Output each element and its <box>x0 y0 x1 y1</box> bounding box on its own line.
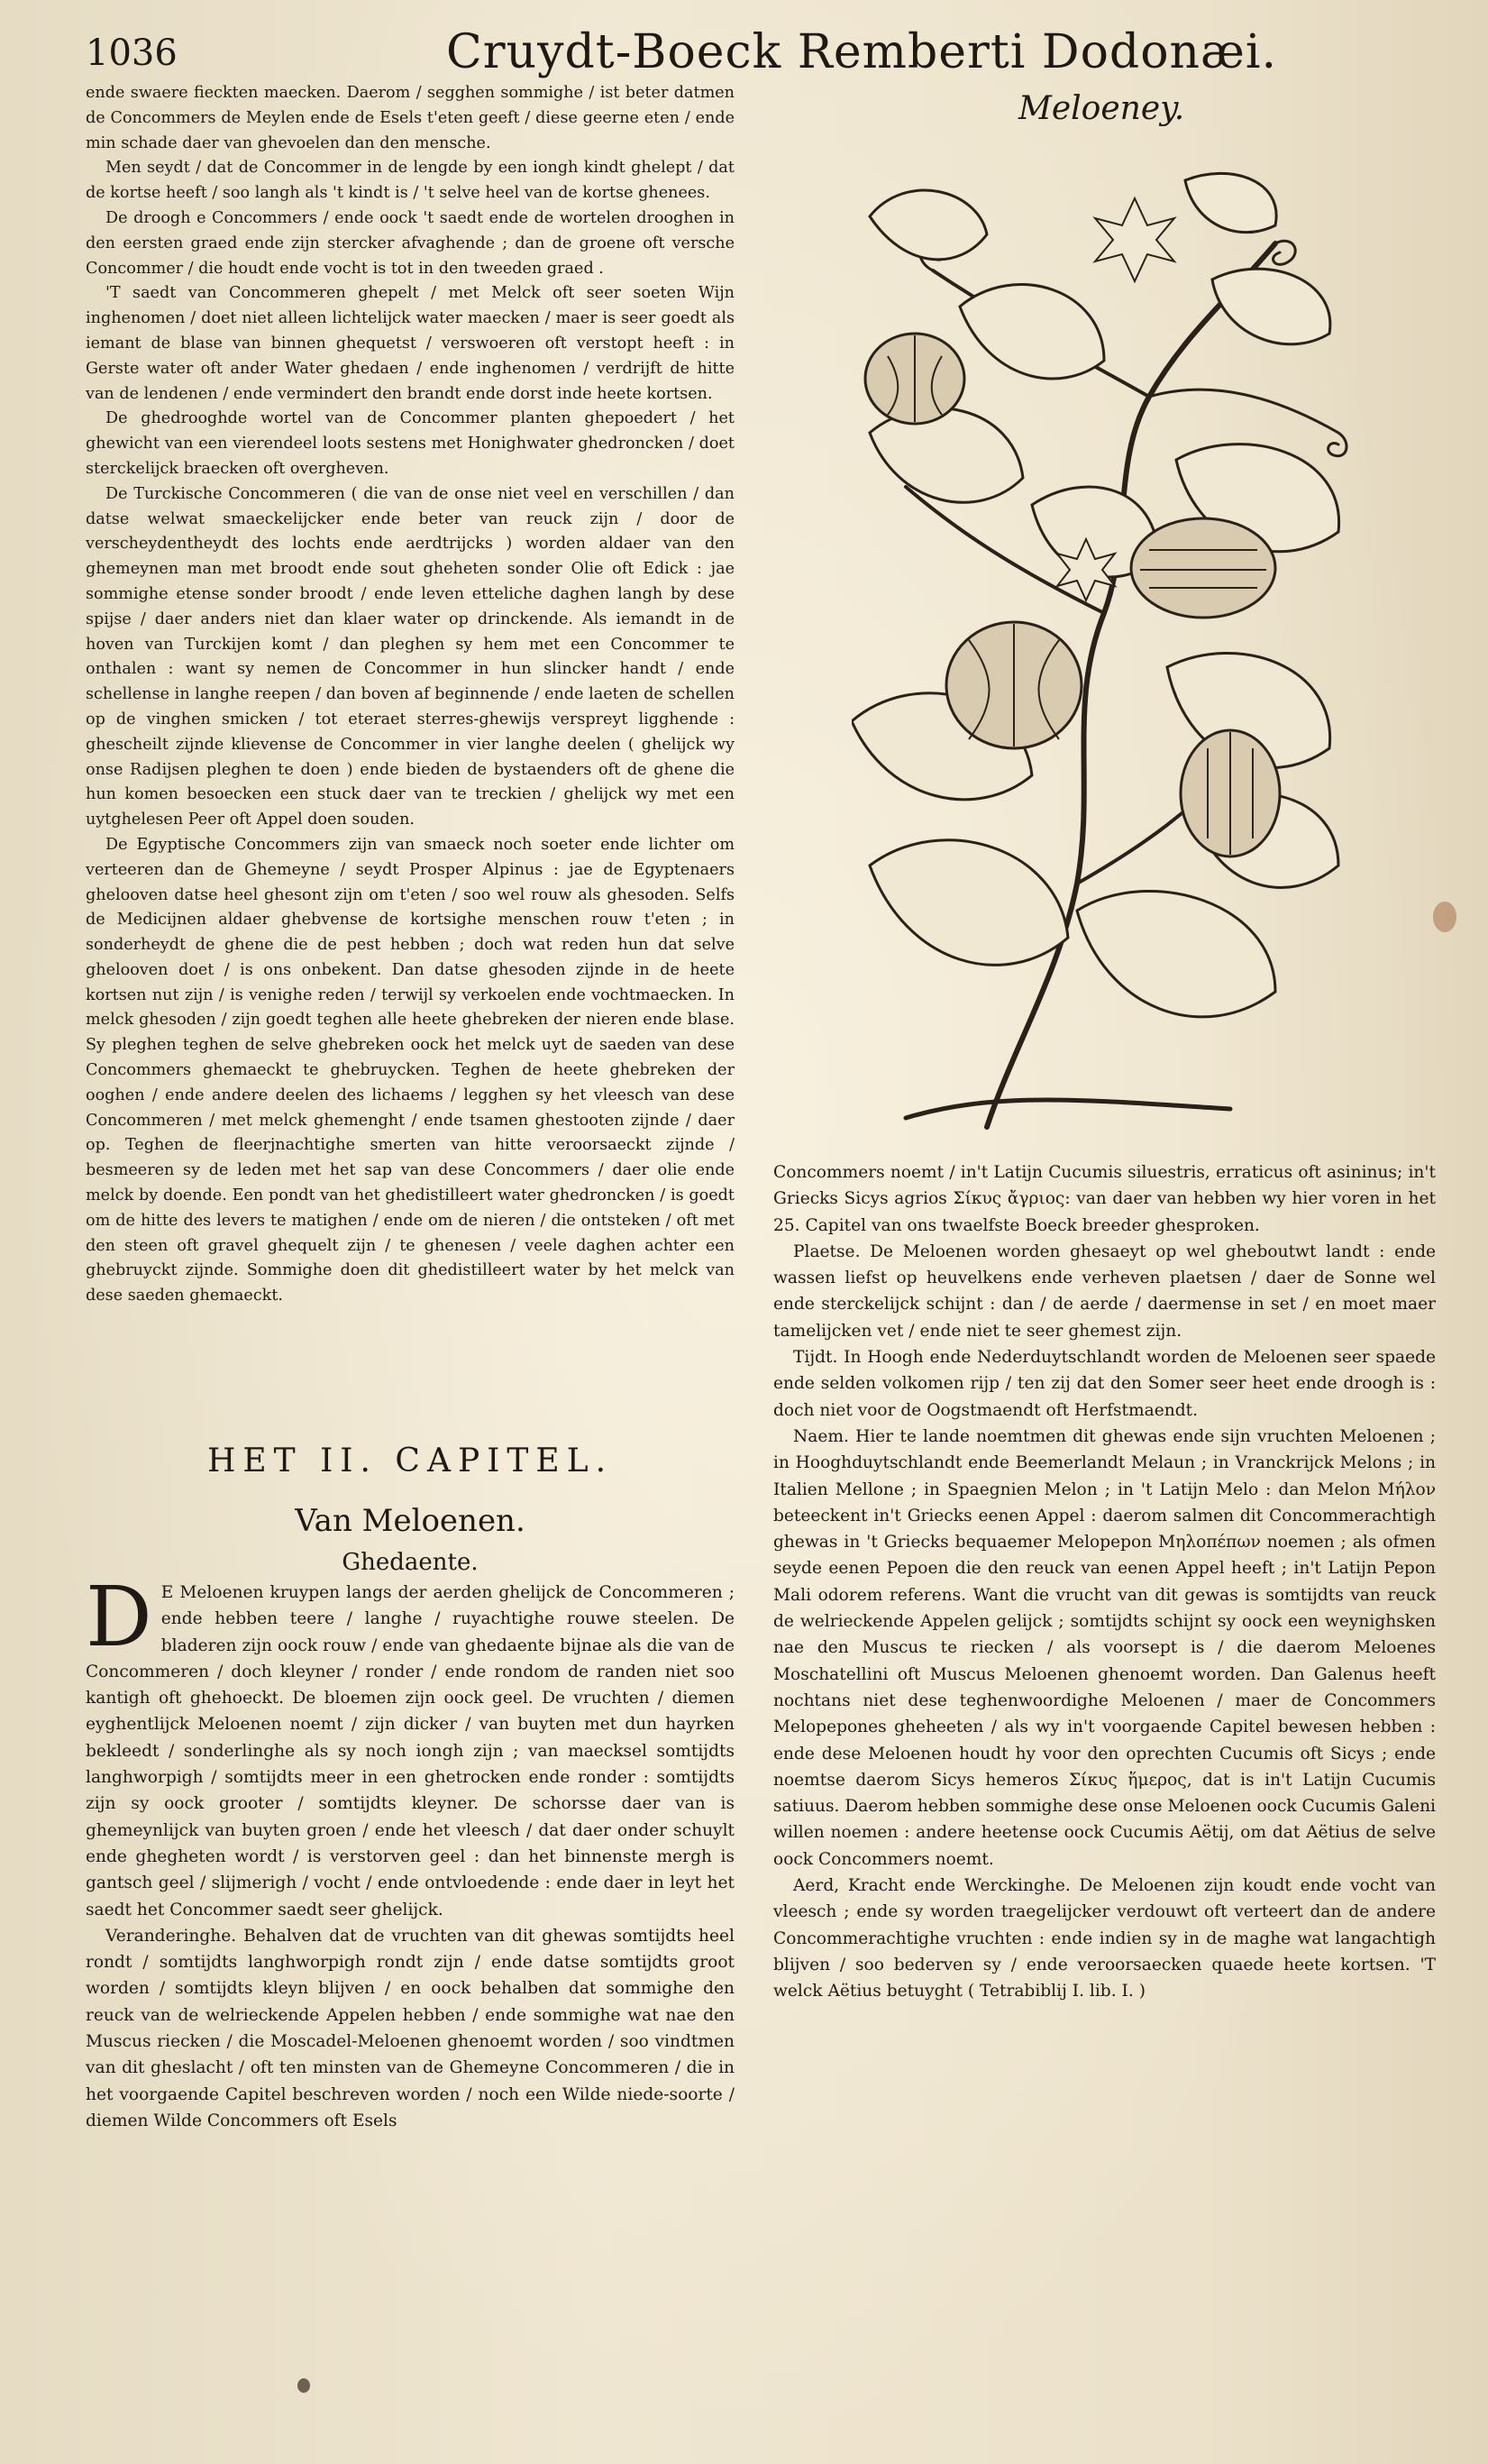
paragraph-text: E Meloenen kruypen langs der aerden ghelijck de Concommeren ; ende hebben teere / langhe / ruyachtighe rouwe steelen. De bladeren zijn oock rouw / ende van ghedaente bijnae als die van de Concommeren / doch kleyner / ronder / ende rondom de randen niet soo kantigh oft ghehoeckt. De bloemen zijn oock geel. De vruchten / diemen eyghentlijck Meloenen noemt / zijn dicker / van buyten met dun hayrken bekleedt / sonderlinghe als sy noch iongh zijn ; van maecksel somtijdts langhworpigh / somtijdts meer in een ghetrocken ende ronder : somtijdts zijn sy oock grooter / somtijdts kleyner. De schorsse daer van is ghemeynlijck van buyten groen / ende het vleesch / dat daer onder schuylt ende ghegheten wordt / is verstorven geel : dan het binnenste mergh is gantsch geel / slijmerigh / vocht / ende ontvloedende : ende daer in leyt het saedt het Concommer saedt seer ghelijck. <box>86 1583 735 1919</box>
paragraph: De droogh e Concommers / ende oock 't saedt ende de wortelen drooghen in den eersten graed ende zijn stercker afvaghende ; dan de groene oft versche Concommer / die houdt ende vocht is tot in den tweeden graed . <box>86 208 735 278</box>
chapter-title: HET II. CAPITEL. <box>206 1443 614 1479</box>
paragraph: Men seydt / dat de Concommer in de lengde by een iongh kindt ghelept / dat de kortse heeft / soo langh als 't kindt is / 't selve heel van de kortse ghenees. <box>86 159 735 203</box>
paragraph: Veranderinghe. Behalven dat de vruchten van dit ghewas somtijdts heel rondt / somtijdts langhworpigh rondt zijn / ende datse somtijdts groot worden / somtijdts kleyn blijven / en oock behalben dat sommighe den reuck van de welrieckende Appelen hebben / ende sommighe wat nae den Muscus riecken / die Moscadel-Meloenen ghenoemt worden / soo vindtmen van dit gheslacht / oft ten minsten van de Ghemeyne Concommeren / die in het voorgaende Capitel beschreven worden / noch een Wilde niede-soorte / diemen Wilde Concommers oft Esels <box>86 1926 735 2130</box>
left-column-text <box>86 81 735 1309</box>
page-number: 1036 <box>86 32 178 74</box>
paragraph: Plaetse. De Meloenen worden ghesaeyt op wel gheboutwt landt : ende wassen liefst op heuvelkens ende verheven plaetsen / daer de Sonne wel ende sterckelijck schijnt : dan / de aerde / daermense in set / en moet maer tamelijcken vet / ende niet te seer ghemest zijn. <box>773 1241 1436 1341</box>
paragraph: ende swaere fieckten maecken. Daerom / segghen sommighe / ist beter datmen de Concommers de Meylen ende de Esels t'eten geeft / diese geerne eten / ende min schade daer van ghevoelen dan den mensche. <box>86 84 735 152</box>
paragraph: Aerd, Kracht ende Werckinghe. De Meloenen zijn koudt ende vocht van vleesch ; ende sy worden traegelijcker verdouwt oft verteert dan de andere Concommerachtighe vruchten : ende indien sy in de maghe wat langachtigh blijven / soo bederven sy / ende veroorsaecken quaede heete kortsen. 'T welck Aëtius betuyght ( Tetrabiblij I. lib. I. ) <box>773 1876 1436 2001</box>
melon-plant-woodcut-icon <box>852 162 1370 1154</box>
paragraph: De Egyptische Concommers zijn van smaeck noch soeter ende lichter om verteeren dan de Ghemeyne / seydt Prosper Alpinus : jae de Egyptenaers ghelooven datse heel ghesont zijn om t'eten / soo wel rouw als ghesoden. Selfs de Medicijnen aldaer ghebvense de kortsighe menschen rouw t'eten ; in sonderheydt de ghene die de pest hebben ; doch wat reden hun dat selve ghelooven doet / is ons onbekent. Dan datse ghesoden zijnde in de heete kortsen nut zijn / is venighe reden / terwijl sy verkoelen ende vochtmaecken. In melck ghesoden / zijn goedt teghen alle heete ghebreken der nieren ende blase. Sy pleghen teghen de selve ghebreken oock het melck uyt de saeden van dese Concommers ghemaeckt te ghebruycken. Teghen de heete ghebreken der ooghen / ende andere deelen des lichaems / legghen sy het vleesch van dese Concommeren / met melck ghemenght / ende tsamen ghestooten zijnde / daer op. Teghen de fleerjnachtighe smerten van hitte veroorsaeckt zijnde / besmeeren sy de leden met het sap van dese Concommers / daer olie ende melck by doende. Een pondt van het ghedistilleert water ghedroncken / is goedt om de hitte des levers te matighen / ende om de nieren / die ontsteken / oft met den steen oft gravel ghequelt zijn / te ghenesen / veele daghen achter een ghebruyckt zijnde. Sommighe doen dit ghedistilleert water by het melck van dese saeden ghemaeckt. <box>86 835 735 1305</box>
running-title: Cruydt-Boeck Remberti Dodonæi. <box>446 25 1278 79</box>
paragraph: Tijdt. In Hoogh ende Nederduytschlandt worden de Meloenen seer spaede ende selden volkomen rijp / ten zij dat den Somer seer heet ende droogh is : doch niet voor de Oogstmaendt oft Herfstmaendt. <box>773 1348 1436 1420</box>
ink-stain <box>1433 902 1456 932</box>
chapter-subtitle: Van Meloenen. <box>295 1503 525 1539</box>
paragraph: De Turckische Concommeren ( die van de onse niet veel en verschillen / dan datse welwat smaeckelijcker ende beter van reuck zijn / door de verscheydentheydt des lochts ende aerdtrijcks ) worden aldaer van den ghemeynen man met broodt ende sout gheheten sonder Olie oft Edick : jae sommighe etense sonder broodt / ende leven etteliche daghen langh by dese spijse / daer anders niet dan klaer water op drinckende. Als iemandt in de hoven van Turckijen komt / dan pleghen sy hem met een Concommer te onthalen : want sy nemen de Concommer in hun slincker handt / ende schellense in langhe reepen / dan boven af beginnende / ende laeten de schellen op de vinghen smicken / tot eteraet sterres-ghewijs verspreyt ligghende : ghescheilt zijnde klievense de Concommer in vier langhe deelen ( ghelijck wy onse Radijsen pleghen te doen ) ende bieden de bystaenders oft de ghene die hun komen besoecken een stuck daer van te treckien / ghelijck wy met een uytghelesen Peer oft Appel doen souden. <box>86 484 735 829</box>
paragraph <box>86 1569 735 1923</box>
section-label: Ghedaente. <box>342 1549 479 1576</box>
right-column-text <box>773 1159 1436 2005</box>
paragraph: 'T saedt van Concommeren ghepelt / met Melck oft seer soeten Wijn inghenomen / doet niet alleen lichtelijck water maecken / maer is seer goedt als iemant de blase van binnen ghequetst / verswoeren oft verstopt heeft : in Gerste water oft ander Water ghedaen / ende inghenomen / verdrijft de hitte van de lendenen / ende vermindert den brandt ende dorst inde heete kortsen. <box>86 284 735 403</box>
drop-cap: D <box>86 1569 152 1665</box>
figure-caption: Meloeney. <box>1018 90 1185 127</box>
page-header <box>86 25 1447 79</box>
ink-stain <box>297 2378 310 2393</box>
paragraph: Concommers noemt / in't Latijn Cucumis siluestris, erraticus oft asininus; in't Griecks Sicys agrios Σίκυς ἄγριος: van daer van hebben wy hier voren in het 25. Capitel van ons twaelfste Boeck breeder ghesproken. <box>773 1163 1436 1235</box>
paragraph: De ghedrooghde wortel van de Concommer planten ghepoedert / het ghewicht van een vierendeel loots sestens met Honighwater ghedroncken / doet sterckelijck braecken oft overgheven. <box>86 409 735 478</box>
chapter-heading <box>86 1443 735 1539</box>
section-body <box>86 1569 735 2134</box>
paragraph: Naem. Hier te lande noemtmen dit ghewas ende sijn vruchten Meloenen ; in Hooghduytschlandt ende Beemerlandt Melaun ; in Vranckrijck Melons ; in Italien Mellone ; in Spaegnien Melon ; in 't Latijn Melo : dan Melon Μήλον beteeckent in't Griecks eenen Appel : daerom salmen dit Concommerachtigh ghewas in 't Griecks bequaemer Melopepon Μηλοπέπων noemen ; als ofmen seyde eenen Pepoen die den reuck van eenen Appel heeft ; in't Latijn Pepon Mali odorem referens. Want die vrucht van dit gewas is somtijdts van reuck de welrieckende Appelen gelijck ; somtijdts schijnt sy oock een weynighsken nae den Muscus te riecken / als voorsept is / die daerom Meloenes Moschatellini oft Muscus Meloenen ghenoemt worden. Dan Galenus heeft nochtans niet dese teghenwoordighe Meloenen / maer de Concommers Melopepones gheheeten / als wy in't voorgaende Capitel bewesen hebben : ende dese Meloenen houdt hy voor den oprechten Cucumis oft Sicys ; ende noemtse daerom Sicys hemeros Σίκυς ἥμερος, dat is in't Latijn Cucumis satiuus. Daerom hebben sommighe dese onse Meloenen oock Cucumis Galeni willen noemen : andere heetense oock Cucumis Aëtij, om dat Aëtius de selve oock Concommers noemt. <box>773 1426 1436 1869</box>
